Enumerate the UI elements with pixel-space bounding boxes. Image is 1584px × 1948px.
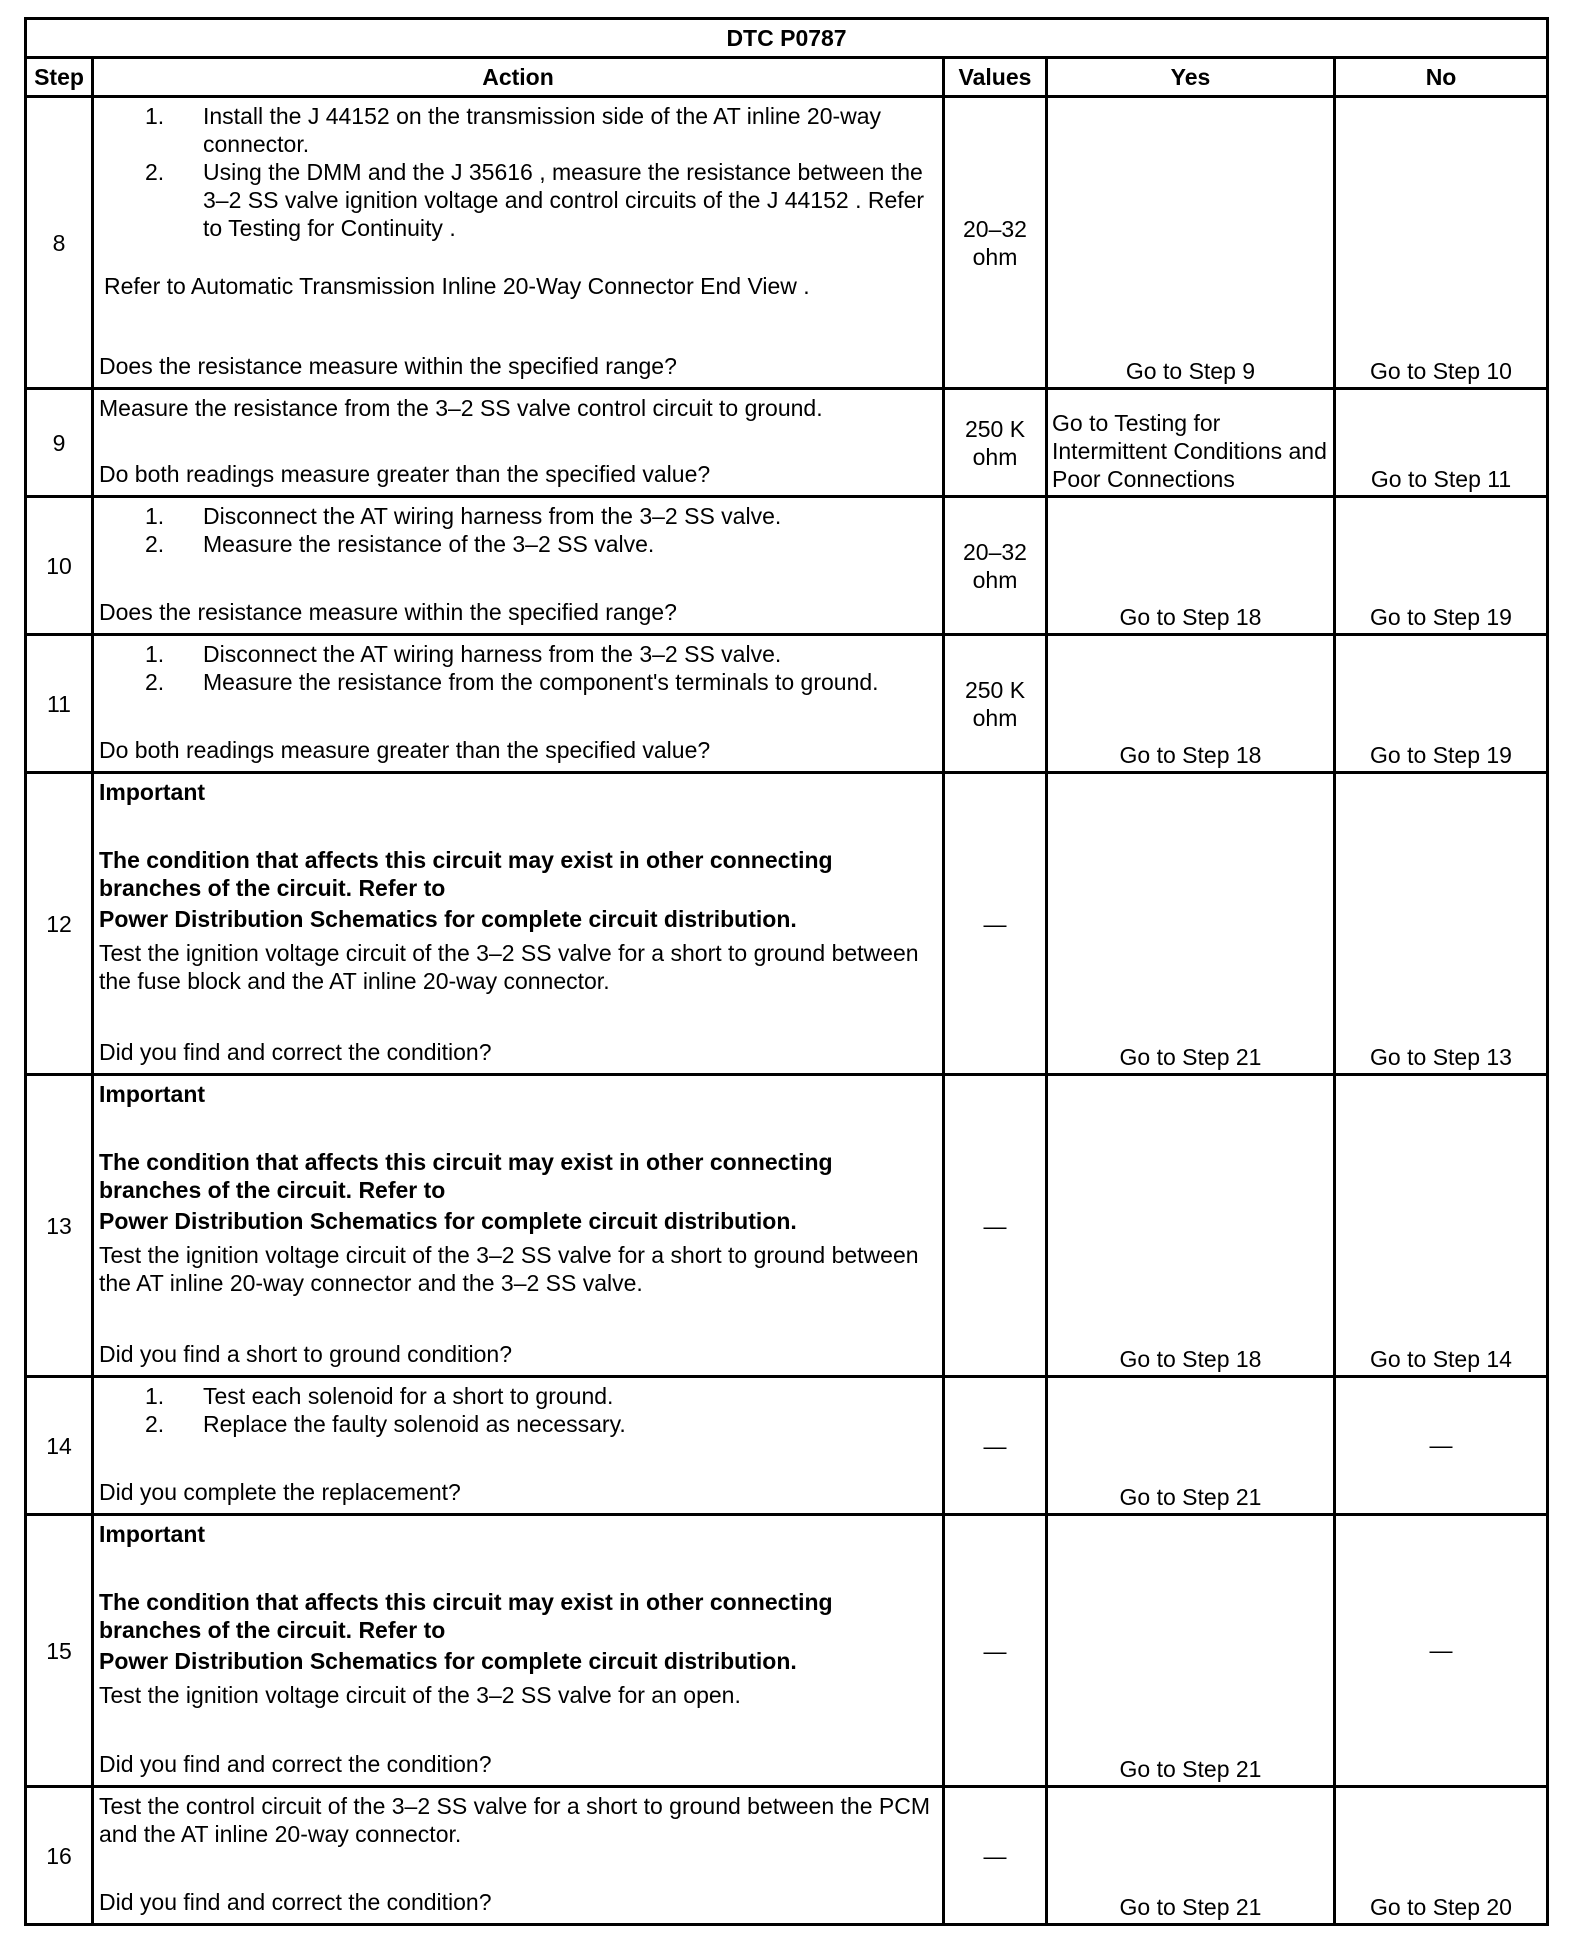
action-cell	[93, 773, 944, 1075]
step-number: 14	[26, 1377, 93, 1515]
table-row	[26, 1787, 1548, 1925]
yes-action: Go to Step 21	[1047, 1515, 1335, 1787]
action-cell	[93, 97, 944, 389]
action-text: Measure the resistance from the 3–2 SS valve control circuit to ground.	[99, 395, 823, 421]
step-number: 10	[26, 497, 93, 635]
yes-action: Go to Step 21	[1047, 1787, 1335, 1925]
dtc-table	[24, 17, 1549, 1926]
table-row	[26, 497, 1548, 635]
step-number: 16	[26, 1787, 93, 1925]
yes-action: Go to Testing for Intermittent Conditions and Poor Connections	[1047, 389, 1335, 497]
list-item: Measure the resistance of the 3–2 SS valve.	[203, 531, 655, 557]
value: —	[944, 1787, 1047, 1925]
value: 20–32 ohm	[944, 97, 1047, 389]
important-reference: Power Distribution Schematics for complete circuit distribution.	[99, 1648, 797, 1674]
value: —	[944, 773, 1047, 1075]
table-row	[26, 1075, 1548, 1377]
list-item: Replace the faulty solenoid as necessary.	[203, 1411, 626, 1437]
no-action: Go to Step 10	[1335, 97, 1548, 389]
action-text: Test the ignition voltage circuit of the 3–2 SS valve for an open.	[99, 1682, 741, 1708]
action-text: Test the control circuit of the 3–2 SS valve for a short to ground between the PCM and the AT inline 20-way connector.	[99, 1793, 930, 1847]
action-cell	[93, 1075, 944, 1377]
list-item: Measure the resistance from the component's terminals to ground.	[203, 669, 879, 695]
step-number: 8	[26, 97, 93, 389]
table-row	[26, 389, 1548, 497]
important-reference: Power Distribution Schematics for complete circuit distribution.	[99, 1208, 797, 1234]
table-title: DTC P0787	[26, 19, 1548, 58]
value: 250 K ohm	[944, 635, 1047, 773]
value: 20–32 ohm	[944, 497, 1047, 635]
header-yes: Yes	[1047, 58, 1335, 97]
table-row	[26, 1377, 1548, 1515]
action-cell	[93, 389, 944, 497]
question: Did you find and correct the condition?	[99, 1039, 492, 1065]
action-cell	[93, 1787, 944, 1925]
header-values: Values	[944, 58, 1047, 97]
table-row	[26, 97, 1548, 389]
value: —	[944, 1377, 1047, 1515]
important-text: The condition that affects this circuit may exist in other connecting branches of the circuit. Refer to	[99, 1149, 833, 1203]
question: Does the resistance measure within the specified range?	[99, 353, 677, 379]
value: —	[944, 1075, 1047, 1377]
question: Do both readings measure greater than the specified value?	[99, 737, 711, 763]
important-reference: Power Distribution Schematics for complete circuit distribution.	[99, 906, 797, 932]
no-action: —	[1335, 1515, 1548, 1787]
list-item: Install the J 44152 on the transmission side of the AT inline 20-way connector.	[203, 103, 882, 157]
action-list	[99, 640, 936, 696]
value: —	[944, 1515, 1047, 1787]
question: Did you find a short to ground condition?	[99, 1341, 512, 1367]
step-number: 13	[26, 1075, 93, 1377]
important-label: Important	[99, 1081, 206, 1107]
header-step: Step	[26, 58, 93, 97]
action-list	[99, 1382, 936, 1438]
no-action: Go to Step 14	[1335, 1075, 1548, 1377]
step-number: 11	[26, 635, 93, 773]
header-action: Action	[93, 58, 944, 97]
action-cell	[93, 1377, 944, 1515]
action-text: Test the ignition voltage circuit of the 3–2 SS valve for a short to ground between the fuse block and the AT inline 20-way connector.	[99, 940, 919, 994]
important-label: Important	[99, 1521, 206, 1547]
value: 250 K ohm	[944, 389, 1047, 497]
yes-action: Go to Step 18	[1047, 1075, 1335, 1377]
yes-action: Go to Step 9	[1047, 97, 1335, 389]
header-no: No	[1335, 58, 1548, 97]
action-cell	[93, 1515, 944, 1787]
reference-note: Refer to Automatic Transmission Inline 20-Way Connector End View .	[104, 273, 810, 299]
table-row	[26, 1515, 1548, 1787]
question: Does the resistance measure within the specified range?	[99, 599, 677, 625]
action-cell	[93, 497, 944, 635]
important-text: The condition that affects this circuit may exist in other connecting branches of the circuit. Refer to	[99, 1589, 833, 1643]
action-list	[99, 102, 936, 242]
list-item: Disconnect the AT wiring harness from the 3–2 SS valve.	[203, 641, 782, 667]
no-action: Go to Step 13	[1335, 773, 1548, 1075]
yes-action: Go to Step 21	[1047, 773, 1335, 1075]
yes-action: Go to Step 18	[1047, 497, 1335, 635]
list-item: Disconnect the AT wiring harness from the 3–2 SS valve.	[203, 503, 782, 529]
no-action: Go to Step 19	[1335, 635, 1548, 773]
action-list	[99, 502, 936, 558]
yes-action: Go to Step 21	[1047, 1377, 1335, 1515]
action-cell	[93, 635, 944, 773]
yes-action: Go to Step 18	[1047, 635, 1335, 773]
important-label: Important	[99, 779, 206, 805]
step-number: 15	[26, 1515, 93, 1787]
list-item: Test each solenoid for a short to ground.	[203, 1383, 614, 1409]
table-row	[26, 773, 1548, 1075]
no-action: —	[1335, 1377, 1548, 1515]
no-action: Go to Step 19	[1335, 497, 1548, 635]
no-action: Go to Step 11	[1335, 389, 1548, 497]
question: Did you find and correct the condition?	[99, 1889, 492, 1915]
important-text: The condition that affects this circuit may exist in other connecting branches of the circuit. Refer to	[99, 847, 833, 901]
list-item: Using the DMM and the J 35616 , measure the resistance between the 3–2 SS valve ignition voltage and control circuits of the J 44152 . Refer to Testing for Continuity .	[203, 159, 925, 241]
step-number: 9	[26, 389, 93, 497]
no-action: Go to Step 20	[1335, 1787, 1548, 1925]
question: Did you complete the replacement?	[99, 1479, 461, 1505]
action-text: Test the ignition voltage circuit of the 3–2 SS valve for a short to ground between the AT inline 20-way connector and the 3–2 SS valve.	[99, 1242, 919, 1296]
question: Do both readings measure greater than the specified value?	[99, 461, 711, 487]
question: Did you find and correct the condition?	[99, 1751, 492, 1777]
step-number: 12	[26, 773, 93, 1075]
table-row	[26, 635, 1548, 773]
